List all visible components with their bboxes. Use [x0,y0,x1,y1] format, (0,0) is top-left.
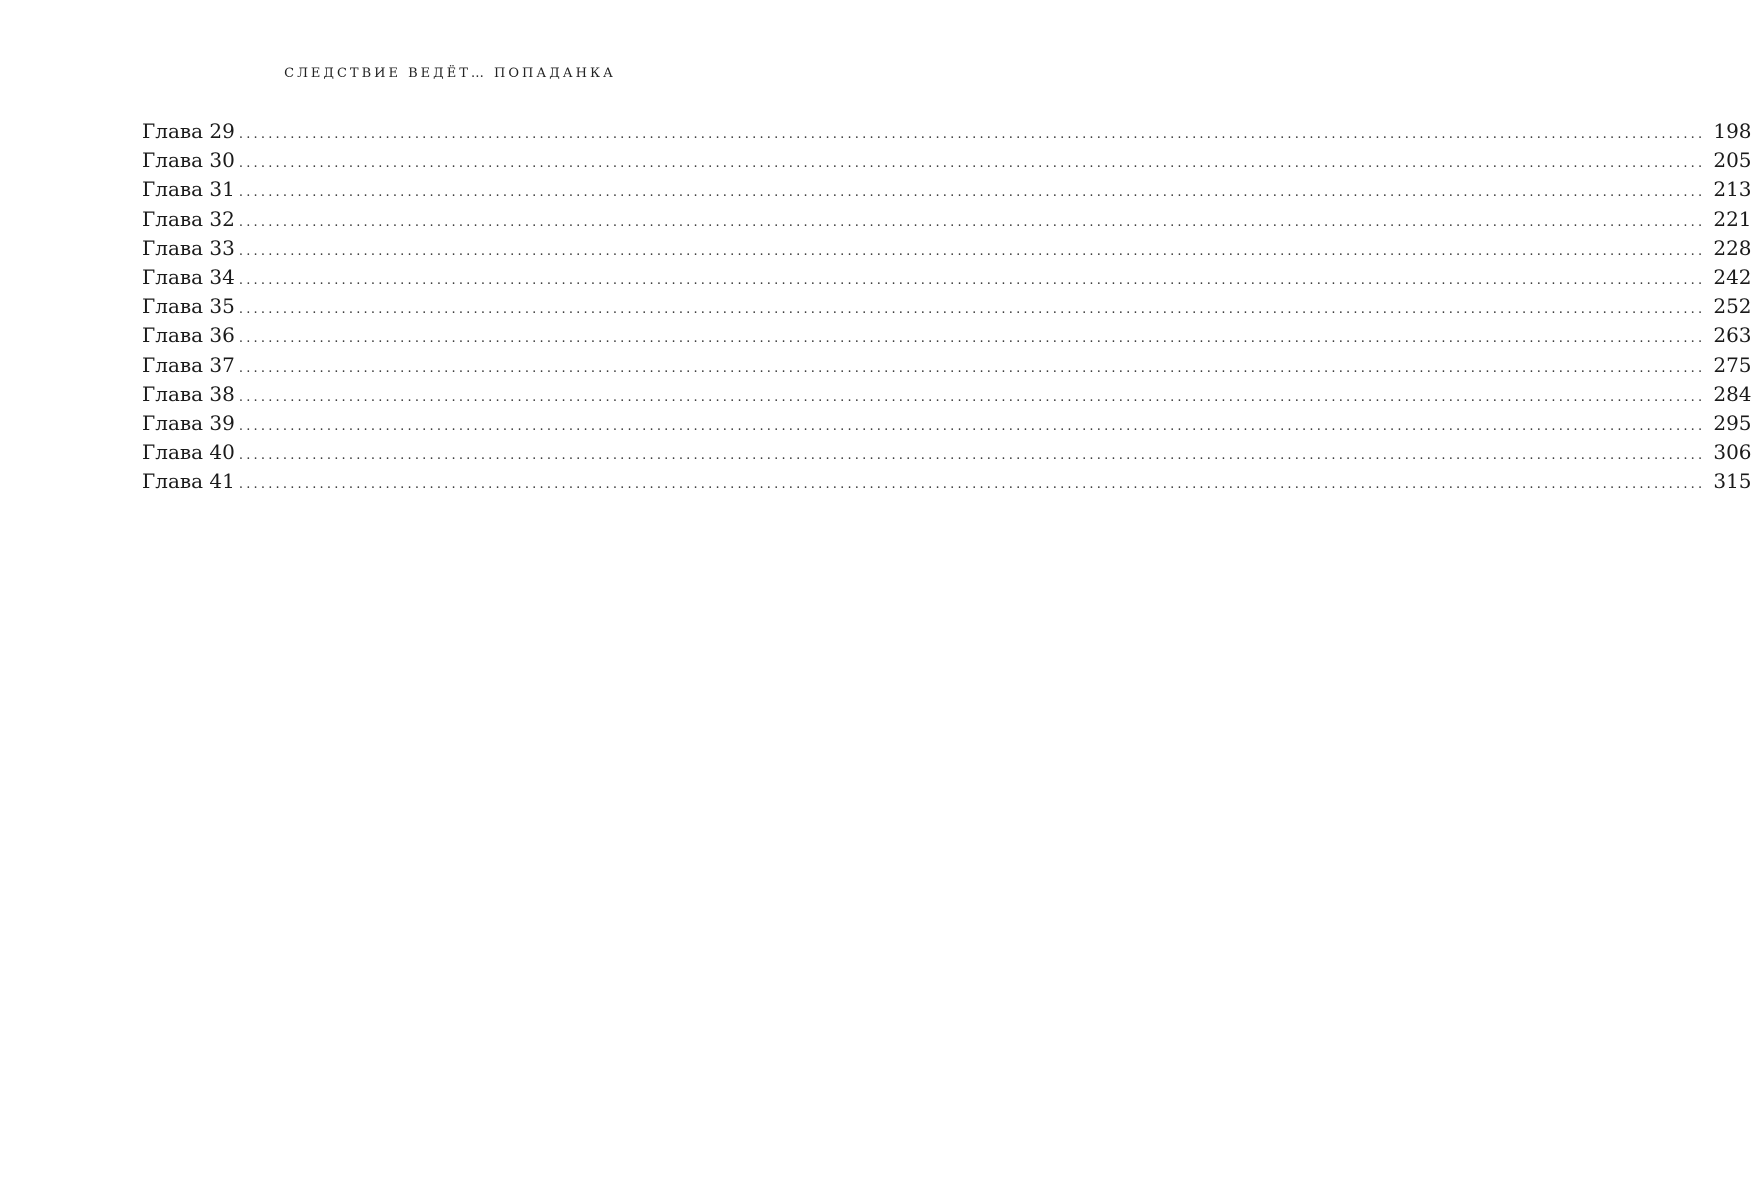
toc-dot-leader: ........................................................................................................................................................................................................ [238,418,1706,434]
toc-entry [142,292,1752,321]
toc-entry-label: Глава 30 [142,148,235,173]
toc-entry-page: 205 [1713,148,1752,173]
toc-entry-page: 295 [1713,410,1752,435]
toc-dot-leader: ........................................................................................................................................................................................................ [238,185,1706,201]
toc-entry-page: 306 [1713,440,1752,465]
toc-entry-label: Глава 35 [142,294,235,319]
toc-entry [142,409,1752,438]
toc-dot-leader: ........................................................................................................................................................................................................ [238,448,1706,464]
toc-dot-leader: ........................................................................................................................................................................................................ [238,156,1706,172]
toc-entry-page: 198 [1713,119,1752,143]
table-of-contents [142,117,1752,496]
toc-dot-leader: ........................................................................................................................................................................................................ [238,331,1706,347]
running-header: СЛЕДСТВИЕ ВЕДЁТ… ПОПАДАНКА [284,66,616,81]
toc-entry-label: Глава 33 [142,235,235,260]
toc-entry [142,321,1752,350]
toc-entry [142,263,1752,292]
toc-entry-page: 284 [1713,381,1752,406]
toc-entry [142,234,1752,263]
toc-entry-label: Глава 41 [142,469,235,494]
toc-dot-leader: ........................................................................................................................................................................................................ [238,360,1706,376]
toc-dot-leader: ........................................................................................................................................................................................................ [238,214,1706,230]
toc-entry-page: 252 [1713,294,1752,319]
toc-entry-label: Глава 31 [142,177,235,202]
toc-dot-leader: ........................................................................................................................................................................................................ [238,243,1706,259]
toc-entry-page: 263 [1713,323,1752,348]
toc-entry [142,467,1752,496]
toc-dot-leader: ........................................................................................................................................................................................................ [238,389,1706,405]
toc-entry-label: Глава 40 [142,440,235,465]
toc-entry-page: 275 [1713,352,1752,377]
toc-entry [142,175,1752,204]
toc-entry-label: Глава 38 [142,381,235,406]
toc-entry [142,380,1752,409]
toc-entry-page: 228 [1713,235,1752,260]
toc-entry-page: 221 [1713,206,1752,231]
toc-entry-label: Глава 39 [142,410,235,435]
toc-entry [142,117,1752,146]
toc-entry-label: Глава 32 [142,206,235,231]
toc-dot-leader: ........................................................................................................................................................................................................ [238,272,1706,288]
toc-entry-label: Глава 34 [142,264,235,289]
toc-entry [142,351,1752,380]
toc-dot-leader: ........................................................................................................................................................................................................ [238,302,1706,318]
toc-entry-page: 242 [1713,264,1752,289]
toc-entry-page: 315 [1713,469,1752,494]
toc-entry-label: Глава 29 [142,119,235,143]
toc-entry-page: 213 [1713,177,1752,202]
toc-entry [142,205,1752,234]
toc-dot-leader: ........................................................................................................................................................................................................ [238,477,1706,493]
toc-entry-label: Глава 36 [142,323,235,348]
toc-dot-leader: ........................................................................................................................................................................................................ [238,127,1706,142]
toc-entry [142,438,1752,467]
toc-entry [142,146,1752,175]
toc-entry-label: Глава 37 [142,352,235,377]
